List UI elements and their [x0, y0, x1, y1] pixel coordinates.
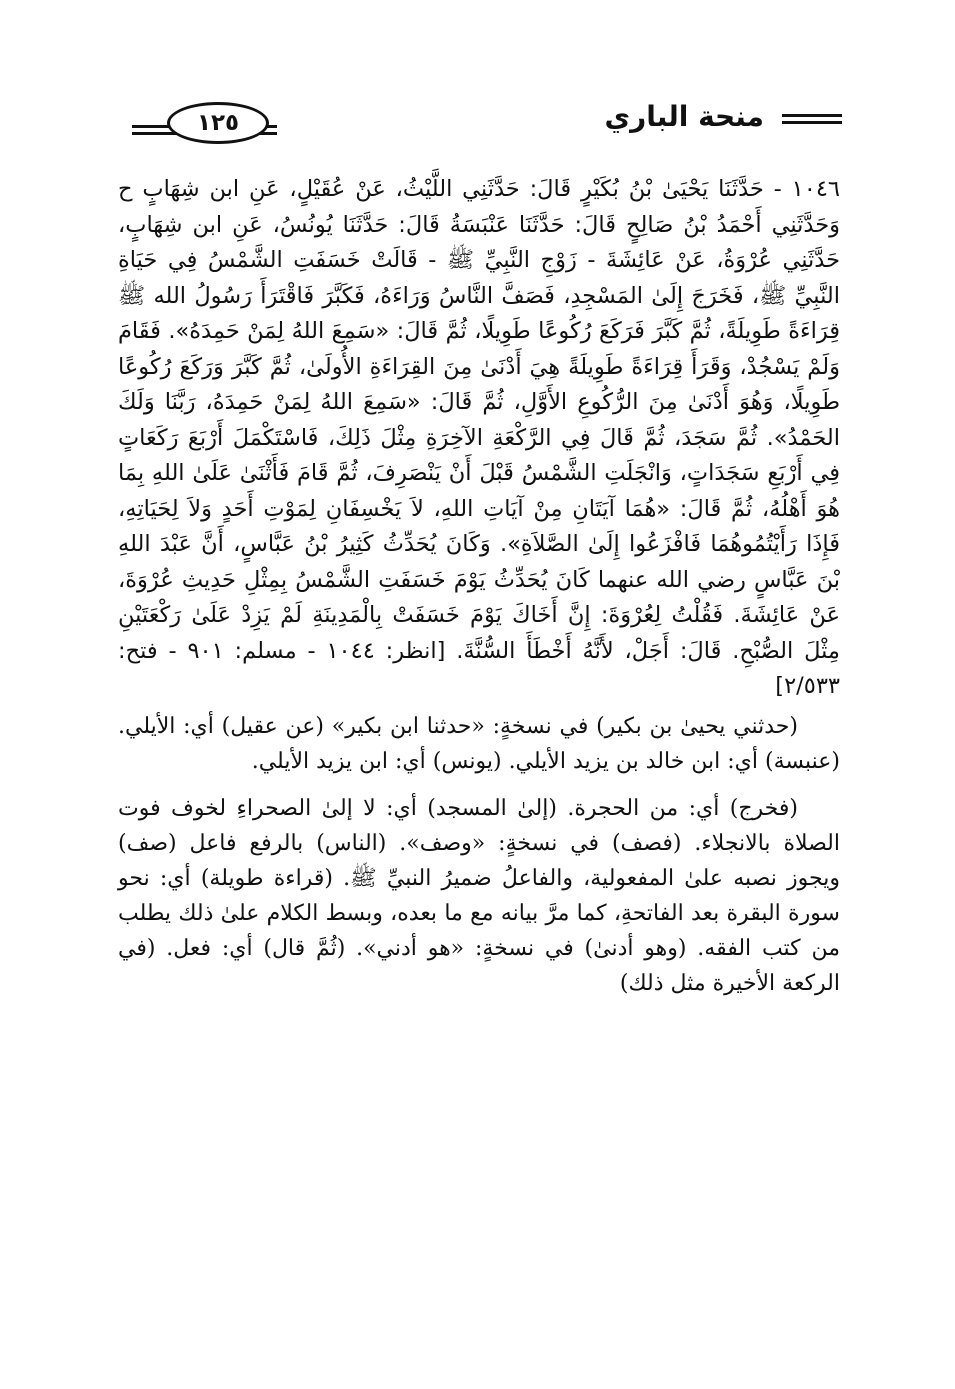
commentary-block [118, 709, 840, 1001]
page-body [118, 172, 840, 1001]
hadith-text-block [118, 172, 840, 705]
commentary-paragraph-1: (حدثني يحيىٰ بن بكير) في نسخةٍ: «حدثنا ابن بكير» (عن عقيل) أي: الأيلي. (عنبسة) أي: ابن خالد بن يزيد الأيلي. (يونس) أي: ابن يزيد الأيلي. [118, 713, 840, 774]
running-title: منحة الباري [604, 100, 764, 133]
commentary-paragraph-2: (فخرج) أي: من الحجرة. (إلىٰ المسجد) أي: لا إلىٰ الصحراءِ لخوف فوت الصلاة بالانجلاء. (فصف) في نسخةٍ: «وصف». (الناس) بالرفع فاعل (صف) ويجوز نصبه علىٰ المفعولية، والفاعلُ ضميرُ النبيِّ ﷺ. (قراءة طويلة) أي: نحو سورة البقرة بعد الفاتحةِ، كما مرَّ بيانه مع ما بعده، وبسط الكلام علىٰ ذلك يطلب من كتب الفقه. (وهو أدنىٰ) في نسخةٍ: «هو أدني». (ثُمَّ قال) أي: فعل. (في الركعة الأخيرة مثل ذلك) [118, 795, 840, 996]
hadith-paragraph: ١٠٤٦ - حَدَّثَنَا يَحْيَىٰ بْنُ بُكَيْرٍ قَالَ: حَدَّثَنِي اللَّيْثُ، عَنْ عُقَيْلٍ، عَنِ ابن شِهَابٍ ح وَحَدَّثَنِي أَحْمَدُ بْنُ صَالِحٍ قَالَ: حَدَّثَنَا عَنْبَسَةُ قَالَ: حَدَّثَنَا يُونُسُ، عَنِ ابن شِهَابٍ، حَدَّثَنِي عُرْوَةُ، عَنْ عَائِشَةَ - زَوْجِ النَّبِيِّ ﷺ - قَالَتْ خَسَفَتِ الشَّمْسُ فِي حَيَاةِ النَّبِيِّ ﷺ، فَخَرَجَ إِلَىٰ المَسْجِدِ، فَصَفَّ النَّاسُ وَرَاءَهُ، فَكَبَّرَ فَاقْتَرَأَ رَسُولُ الله ﷺ قِرَاءَةً طَوِيلَةً، ثُمَّ كَبَّرَ فَرَكَعَ رُكُوعًا طَوِيلًا، ثُمَّ قَالَ: «سَمِعَ اللهُ لِمَنْ حَمِدَهُ». فَقَامَ وَلَمْ يَسْجُدْ، وَقَرَأَ قِرَاءَةً طَوِيلَةً هِيَ أَدْنَىٰ مِنَ القِرَاءَةِ الأُولَىٰ، ثُمَّ كَبَّرَ وَرَكَعَ رُكُوعًا طَوِيلًا، وَهُوَ أَدْنَىٰ مِنَ الرُّكُوعِ الأَوَّلِ، ثُمَّ قَالَ: «سَمِعَ اللهُ لِمَنْ حَمِدَهُ، رَبَّنَا وَلَكَ الحَمْدُ». ثُمَّ سَجَدَ، ثُمَّ قَالَ فِي الرَّكْعَةِ الآخِرَةِ مِثْلَ ذَلِكَ، فَاسْتَكْمَلَ أَرْبَعَ رَكَعَاتٍ فِي أَرْبَعِ سَجَدَاتٍ، وَانْجَلَتِ الشَّمْسُ قَبْلَ أَنْ يَنْصَرِفَ، ثُمَّ قَامَ فَأَثْنَىٰ عَلَىٰ اللهِ بِمَا هُوَ أَهْلُهُ، ثُمَّ قَالَ: «هُمَا آيَتَانِ مِنْ آيَاتِ اللهِ، لاَ يَخْسِفَانِ لِمَوْتِ أَحَدٍ وَلاَ لِحَيَاتِهِ، فَإِذَا رَأَيْتُمُوهُمَا فَافْزَعُوا إِلَىٰ الصَّلاَةِ». وَكَانَ يُحَدِّثُ كَثِيرُ بْنُ عَبَّاسٍ، أَنَّ عَبْدَ اللهِ بْنَ عَبَّاسٍ رضي الله عنهما كَانَ يُحَدِّثُ يَوْمَ خَسَفَتِ الشَّمْسُ بِمِثْلِ حَدِيثِ عُرْوَةَ، عَنْ عَائِشَةَ. فَقُلْتُ لِعُرْوَةَ: إِنَّ أَخَاكَ يَوْمَ خَسَفَتْ بِالْمَدِينَةِ لَمْ يَزِدْ عَلَىٰ رَكْعَتَيْنِ مِثْلَ الصُّبْحِ. قَالَ: أَجَلْ، لأَنَّهُ أَخْطَأَ السُّنَّةَ. [انظر: ١٠٤٤ - مسلم: ٩٠١ - فتح: ٢/٥٣٣] [118, 176, 840, 699]
page-header [112, 92, 842, 152]
page-number: ١٢٥ [167, 102, 269, 144]
header-right-double-rule [782, 114, 842, 124]
